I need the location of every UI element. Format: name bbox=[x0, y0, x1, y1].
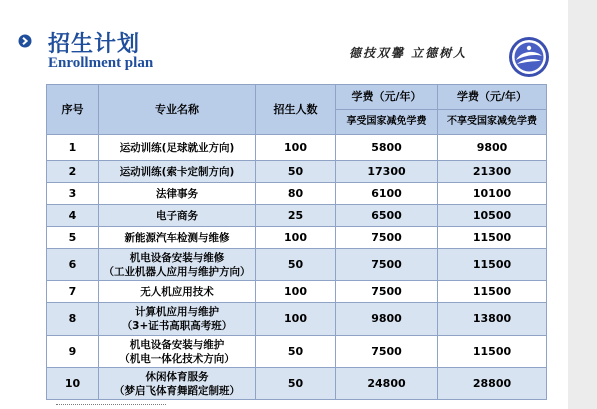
table-row bbox=[47, 183, 547, 205]
cell-major bbox=[99, 135, 256, 161]
table-row bbox=[47, 161, 547, 183]
major-line: 无人机应用技术 bbox=[140, 285, 214, 298]
cell-fee-full: 11500 bbox=[438, 281, 547, 303]
cell-fee-full: 21300 bbox=[438, 161, 547, 183]
table-row bbox=[47, 249, 547, 281]
cell-no: 10 bbox=[47, 368, 99, 400]
cell-fee-reduced: 7500 bbox=[336, 281, 438, 303]
header-no: 序号 bbox=[47, 85, 99, 135]
table-row bbox=[47, 227, 547, 249]
title-english: Enrollment plan bbox=[48, 55, 154, 71]
cell-fee-full: 10500 bbox=[438, 205, 547, 227]
cell-major bbox=[99, 336, 256, 368]
cut-off-text-line bbox=[56, 404, 166, 408]
cell-quota: 100 bbox=[256, 303, 336, 336]
cell-major bbox=[99, 161, 256, 183]
cell-fee-full: 13800 bbox=[438, 303, 547, 336]
title-chinese: 招生计划 bbox=[48, 31, 141, 57]
major-line: 计算机应用与维护 bbox=[135, 306, 219, 318]
cell-fee-reduced: 7500 bbox=[336, 249, 438, 281]
major-line: 运动训练(足球就业方向) bbox=[119, 141, 235, 154]
cell-quota: 100 bbox=[256, 227, 336, 249]
table-row bbox=[47, 135, 547, 161]
cell-quota: 100 bbox=[256, 281, 336, 303]
cell-fee-full: 10100 bbox=[438, 183, 547, 205]
cell-major bbox=[99, 368, 256, 400]
cell-major bbox=[99, 183, 256, 205]
major-subline: （机电一体化技术方向） bbox=[119, 352, 235, 365]
major-line: 电子商务 bbox=[156, 209, 198, 222]
cell-quota: 50 bbox=[256, 161, 336, 183]
cell-quota: 100 bbox=[256, 135, 336, 161]
major-line: 运动训练(索卡定制方向) bbox=[119, 165, 235, 178]
table-row bbox=[47, 281, 547, 303]
cell-fee-full: 11500 bbox=[438, 249, 547, 281]
major-line: 休闲体育服务 bbox=[145, 370, 209, 383]
header-fee-full-sub: 不享受国家减免学费 bbox=[438, 110, 547, 135]
major-line: 机电设备安装与维护 bbox=[129, 338, 225, 351]
cell-fee-full: 9800 bbox=[438, 135, 547, 161]
cell-major bbox=[99, 281, 256, 303]
cell-fee-reduced: 24800 bbox=[336, 368, 438, 400]
cell-fee-full: 11500 bbox=[438, 336, 547, 368]
cell-quota: 50 bbox=[256, 249, 336, 281]
cell-major bbox=[99, 227, 256, 249]
cell-fee-reduced: 5800 bbox=[336, 135, 438, 161]
table-row bbox=[47, 368, 547, 400]
header-fee-reduced-sub: 享受国家减免学费 bbox=[336, 110, 438, 135]
major-line: 新能源汽车检测与维修 bbox=[124, 231, 230, 244]
cell-fee-full: 11500 bbox=[438, 227, 547, 249]
cell-no: 3 bbox=[47, 183, 99, 205]
cell-quota: 80 bbox=[256, 183, 336, 205]
cell-no: 9 bbox=[47, 336, 99, 368]
cell-fee-reduced: 17300 bbox=[336, 161, 438, 183]
cell-fee-full: 28800 bbox=[438, 368, 547, 400]
cell-no: 4 bbox=[47, 205, 99, 227]
school-logo-icon bbox=[508, 36, 550, 78]
cell-major bbox=[99, 303, 256, 336]
header-fee-reduced: 学费（元/年） bbox=[336, 85, 438, 110]
cell-fee-reduced: 6100 bbox=[336, 183, 438, 205]
major-line: 机电设备安装与维修 bbox=[129, 251, 225, 264]
cell-no: 6 bbox=[47, 249, 99, 281]
cell-quota: 50 bbox=[256, 336, 336, 368]
page-edge-strip bbox=[568, 0, 597, 409]
circle-arrow-bullet-icon bbox=[18, 34, 32, 48]
cell-fee-reduced: 7500 bbox=[336, 336, 438, 368]
cell-no: 5 bbox=[47, 227, 99, 249]
table-row bbox=[47, 303, 547, 336]
table-row bbox=[47, 336, 547, 368]
cell-major bbox=[99, 205, 256, 227]
cell-fee-reduced: 6500 bbox=[336, 205, 438, 227]
major-line: 法律事务 bbox=[156, 187, 198, 200]
cell-no: 8 bbox=[47, 303, 99, 336]
cell-no: 2 bbox=[47, 161, 99, 183]
cell-fee-reduced: 7500 bbox=[336, 227, 438, 249]
header-major: 专业名称 bbox=[99, 85, 256, 135]
enrollment-table bbox=[46, 84, 547, 400]
cell-major bbox=[99, 249, 256, 281]
major-subline: （梦启飞体育舞蹈定制班） bbox=[114, 384, 240, 397]
cell-fee-reduced: 9800 bbox=[336, 303, 438, 336]
header-quota: 招生人数 bbox=[256, 85, 336, 135]
cell-quota: 50 bbox=[256, 368, 336, 400]
major-subline: （工业机器人应用与维护方向） bbox=[103, 265, 251, 278]
cell-quota: 25 bbox=[256, 205, 336, 227]
cell-no: 1 bbox=[47, 135, 99, 161]
major-subline: （3+证书高职高考班） bbox=[121, 320, 233, 332]
cell-no: 7 bbox=[47, 281, 99, 303]
header-fee-full: 学费（元/年） bbox=[438, 85, 547, 110]
table-row bbox=[47, 205, 547, 227]
slogan: 德技双馨 立德树人 bbox=[349, 46, 468, 60]
